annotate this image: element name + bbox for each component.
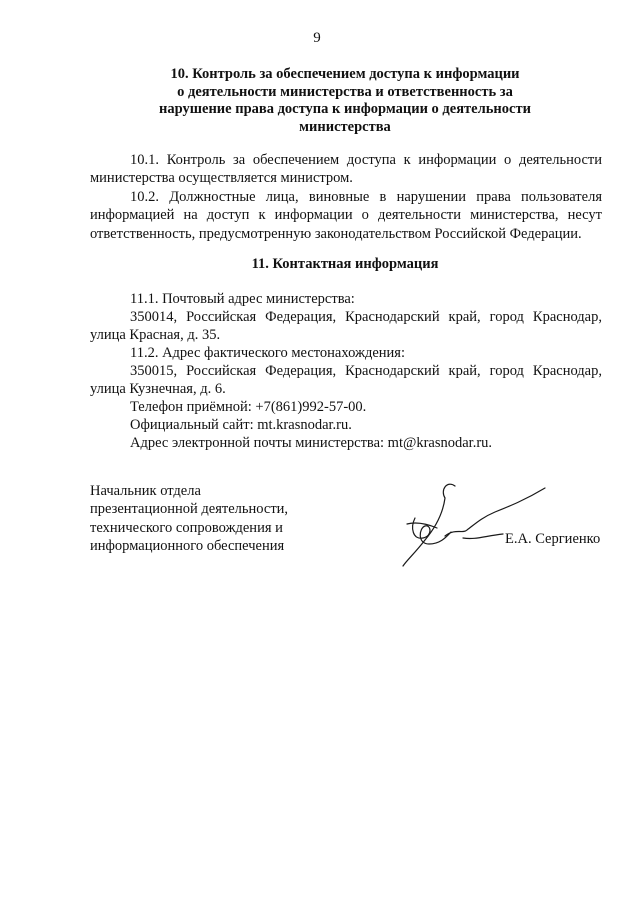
signatory-title-line: Начальник отдела xyxy=(90,483,201,499)
signature-stroke xyxy=(463,534,503,539)
signature-stroke xyxy=(407,523,437,528)
signature-stroke xyxy=(445,488,545,536)
signatory-name: Е.А. Сергиенко xyxy=(505,531,601,547)
signatory-title-line: презентационной деятельности, xyxy=(90,501,289,518)
phone-line: Телефон приёмной: +7(861)992-57-00. xyxy=(130,399,367,415)
handwritten-signature xyxy=(385,478,555,578)
section-11-heading xyxy=(110,256,580,274)
section-10-heading-line: министерства xyxy=(299,118,391,135)
postal-address-line: 350014, Российская Федерация, Краснодарский край, город Краснодар, xyxy=(130,309,602,325)
actual-address-label: 11.2. Адрес фактического местонахождения: xyxy=(130,345,406,361)
actual-address-line: 350015, Российская Федерация, Краснодарский край, город Краснодар, xyxy=(130,363,602,379)
signatory-title-line: технического сопровождения и xyxy=(90,519,283,536)
page-number: 9 xyxy=(313,30,321,46)
email-line: Адрес электронной почты министерства: mt@krasnodar.ru. xyxy=(130,435,493,451)
section-10-heading-line: о деятельности министерства и ответственность за xyxy=(177,83,513,100)
website-line: Официальный сайт: mt.krasnodar.ru. xyxy=(130,417,352,433)
paragraph-10-2: 10.2. Должностные лица, виновные в нарушении права пользователя информацией на доступ к информации о деятельности министерства, несут ответственность, предусмотренную законодательством Российской Федерации. xyxy=(90,189,602,242)
postal-address-label: 11.1. Почтовый адрес министерства: xyxy=(130,291,355,307)
signatory-title xyxy=(90,482,288,555)
actual-address-line: улица Кузнечная, д. 6. xyxy=(90,381,226,397)
section-10-heading xyxy=(110,66,580,136)
signatory-title-line: информационного обеспечения xyxy=(90,537,285,554)
section-10-heading-line: нарушение права доступа к информации о деятельности xyxy=(159,101,531,117)
section-10-heading-line: 10. Контроль за обеспечением доступа к информации xyxy=(170,66,520,82)
postal-address-line: улица Красная, д. 35. xyxy=(90,327,221,343)
section-11-heading-text: 11. Контактная информация xyxy=(251,256,439,272)
paragraph-10-1: 10.1. Контроль за обеспечением доступа к информации о деятельности министерства осуществляется министром. xyxy=(90,152,602,187)
